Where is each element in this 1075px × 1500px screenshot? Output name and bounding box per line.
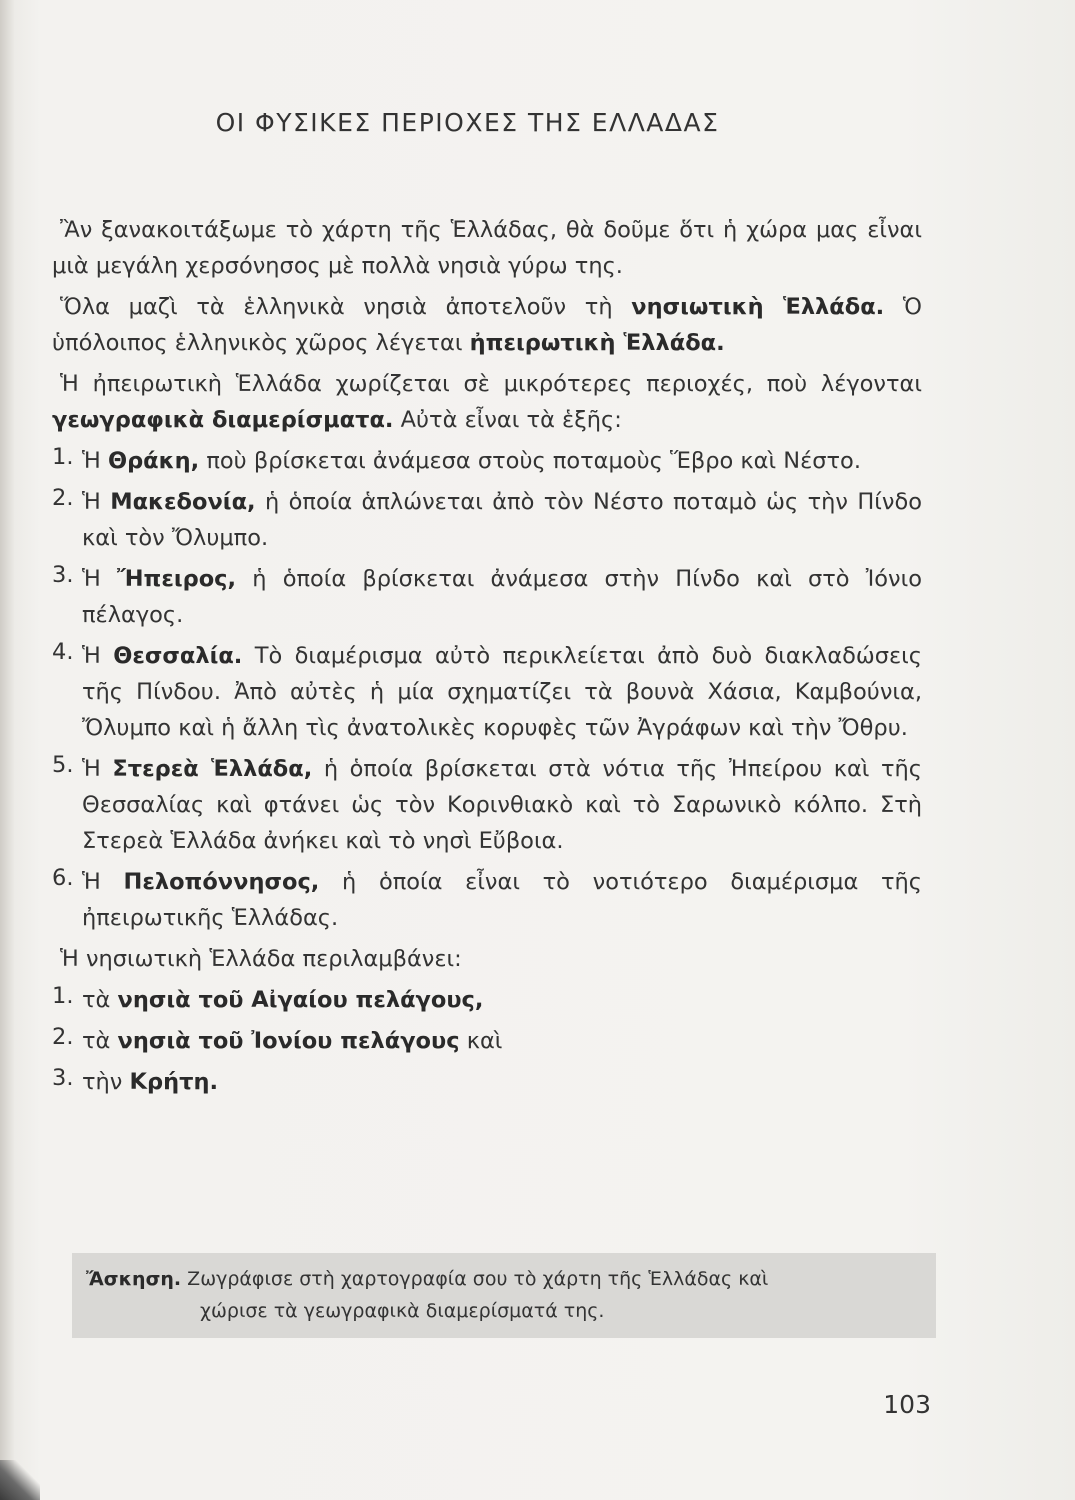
region-prefix: Ἡ (82, 643, 114, 669)
region-number: 3. (52, 562, 74, 588)
region-name: Θράκη, (107, 448, 200, 474)
exercise-box (72, 1253, 936, 1338)
region-name: Μακεδονία, (110, 489, 256, 515)
page-corner-shadow (0, 1460, 40, 1500)
island-prefix: τὰ (82, 987, 118, 1013)
exercise-label: Ἄσκηση. (86, 1268, 182, 1290)
page-title: ΟΙ ΦΥΣΙΚΕΣ ΠΕΡΙΟΧΕΣ ΤΗΣ ΕΛΛΑΔΑΣ (215, 108, 720, 137)
region-name: Ἤπειρος, (116, 566, 237, 592)
region-number: 4. (52, 639, 74, 665)
island-name: Κρήτη. (129, 1069, 219, 1095)
page-number: 103 (883, 1390, 931, 1419)
region-item (52, 751, 922, 859)
region-prefix: Ἡ (82, 756, 113, 782)
region-number: 5. (52, 752, 74, 778)
region-description: ἡ ὁποία εἶναι τὸ νοτιότερο διαμέρισμα τῆς ἠπειρωτικῆς Ἑλλάδας. (82, 869, 923, 931)
island-item (52, 1064, 922, 1100)
region-prefix: Ἡ (82, 566, 117, 592)
region-number: 6. (52, 865, 74, 891)
region-name: Πελοπόννησος, (123, 869, 320, 895)
region-description: ἡ ὁποία βρίσκεται ἀνάμεσα στὴν Πίνδο καὶ στὸ Ἰόνιο πέλαγος. (82, 566, 923, 628)
region-prefix: Ἡ (82, 448, 108, 474)
region-prefix: Ἡ (82, 869, 124, 895)
island-name: νησιὰ τοῦ Ἰονίου πελάγους (117, 1028, 460, 1054)
exercise-text-2: χώρισε τὰ γεωγραφικὰ διαμερίσματά της. (200, 1300, 605, 1322)
region-item (52, 561, 922, 633)
region-item (52, 864, 922, 936)
island-item (52, 982, 922, 1018)
island-prefix: τὰ (82, 1028, 118, 1054)
island-name: νησιὰ τοῦ Αἰγαίου πελάγους, (117, 987, 484, 1013)
exercise-text-1: Ζωγράφισε στὴ χαρτογραφία σου τὸ χάρτη τῆς Ἑλλάδας καὶ (181, 1268, 769, 1290)
region-item (52, 638, 922, 746)
region-number: 2. (52, 485, 74, 511)
region-name: Θεσσαλία. (113, 643, 243, 669)
intro-p2-text-a: Ὅλα μαζὶ τὰ ἑλληνικὰ νησιὰ ἀποτελοῦν τὴ (60, 294, 632, 320)
region-name: Στερεὰ Ἑλλάδα, (112, 756, 313, 782)
regions-list (52, 443, 922, 936)
island-number: 1. (52, 983, 74, 1009)
intro-paragraph-2 (52, 289, 922, 361)
region-description: ποὺ βρίσκεται ἀνάμεσα στοὺς ποταμοὺς Ἕβρο καὶ Νέστο. (199, 448, 861, 474)
region-item (52, 484, 922, 556)
intro-paragraph-3 (52, 366, 922, 438)
island-number: 3. (52, 1065, 74, 1091)
island-number: 2. (52, 1024, 74, 1050)
intro-p3-text-c: Αὐτὰ εἶναι τὰ ἑξῆς: (393, 407, 622, 433)
body-text (52, 212, 922, 1105)
region-number: 1. (52, 444, 74, 470)
intro-p2-text-c: Ὁ ὑπόλοιπος ἑλληνικὸς χῶρος λέγεται (52, 294, 922, 356)
islands-list (52, 982, 922, 1100)
region-description: ἡ ὁποία ἁπλώνεται ἀπὸ τὸν Νέστο ποταμὸ ὡς τὴν Πίνδο καὶ τὸν Ὄλυμπο. (82, 489, 922, 551)
book-spine-shadow (0, 0, 14, 1500)
region-item (52, 443, 922, 479)
exercise-line-1 (86, 1263, 922, 1295)
intro-p2-bold-island: νησιωτικὴ Ἑλλάδα. (631, 294, 885, 320)
intro-p3-text-a: Ἡ ἠπειρωτικὴ Ἑλλάδα χωρίζεται σὲ μικρότερες περιοχές, ποὺ λέγονται (60, 371, 922, 397)
island-prefix: τὴν (82, 1069, 130, 1095)
islands-intro: Ἡ νησιωτικὴ Ἑλλάδα περιλαμβάνει: (60, 946, 462, 972)
region-description: ἡ ὁποία βρίσκεται στὰ νότια τῆς Ἠπείρου καὶ τῆς Θεσσαλίας καὶ φτάνει ὡς τὸν Κορινθιακὸ καὶ τὸ Σαρωνικὸ κόλπο. Στὴ Στερεὰ Ἑλλάδα ἀνήκει καὶ τὸ νησὶ Εὔβοια. (82, 756, 923, 854)
island-suffix: καὶ (459, 1028, 503, 1054)
region-prefix: Ἡ (82, 489, 111, 515)
intro-paragraph-1: Ἂν ξανακοιτάξωμε τὸ χάρτη τῆς Ἑλλάδας, θὰ δοῦμε ὅτι ἡ χώρα μας εἶναι μιὰ μεγάλη χερσόνησος μὲ πολλὰ νησιὰ γύρω της. (52, 217, 922, 279)
island-item (52, 1023, 922, 1059)
region-description: Τὸ διαμέρισμα αὐτὸ περικλείεται ἀπὸ δυὸ διακλαδώσεις τῆς Πίνδου. Ἀπὸ αὐτὲς ἡ μία σχηματίζει τὰ βουνὰ Χάσια, Καμβούνια, Ὄλυμπο καὶ ἡ ἄλλη τὶς ἀνατολικὲς κορυφὲς τῶν Ἀγράφων καὶ τὴν Ὄθρυ. (82, 643, 922, 741)
intro-p3-bold-regions: γεωγραφικὰ διαμερίσματα. (52, 407, 394, 433)
intro-p2-bold-mainland: ἠπειρωτικὴ Ἑλλάδα. (469, 330, 725, 356)
